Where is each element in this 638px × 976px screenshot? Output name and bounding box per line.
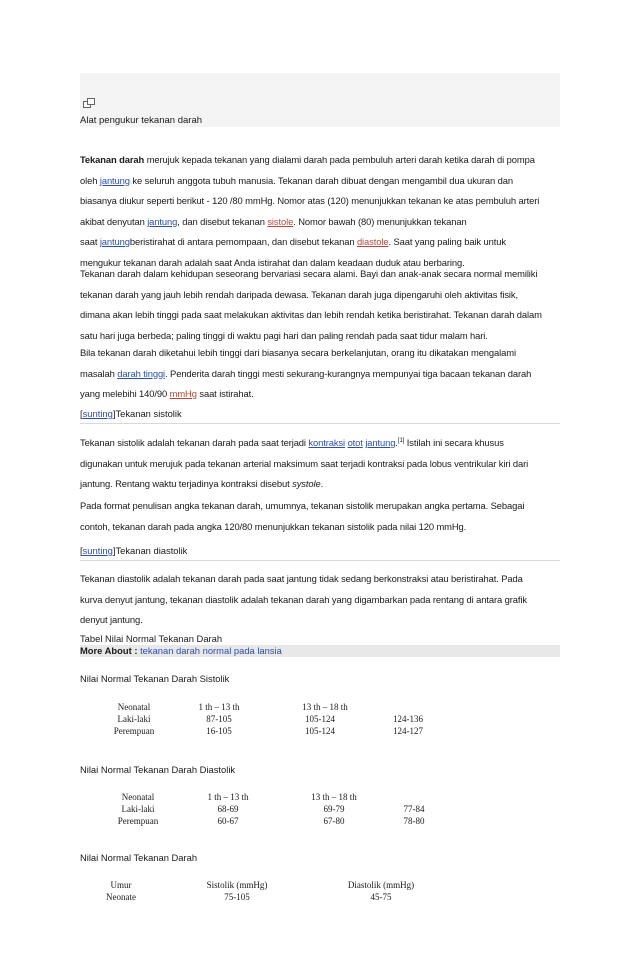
text: merujuk kepada tekanan yang dialami darah pada pembuluh arteri darah ketika darah di pompa xyxy=(144,154,535,165)
edit-link[interactable]: sunting xyxy=(82,408,113,419)
text: saat istirahat. xyxy=(196,388,254,399)
link-diastole[interactable]: diastole xyxy=(356,236,389,247)
italic-term: systole xyxy=(292,478,321,490)
table-diastolik-title: Nilai Normal Tekanan Darah Diastolik xyxy=(80,764,236,775)
section-title: Tekanan sistolik xyxy=(115,408,182,419)
more-about-bar xyxy=(80,645,560,657)
link-sistole[interactable]: sistole xyxy=(267,215,294,227)
table-cell: 13 th – 18 th xyxy=(311,792,357,802)
text: satu hari juga berbeda; paling tinggi di waktu pagi hari dan paling rendah pada saat tidur malam hari. xyxy=(80,329,488,341)
table-cell: 60-67 xyxy=(217,816,239,826)
table-cell: Diastolik (mmHg) xyxy=(347,880,415,890)
table-cell: 1 th – 13 th xyxy=(198,702,240,712)
text: akibat denyutan xyxy=(80,215,148,227)
text: dimana akan lebih tinggi pada saat melakukan aktivitas dan lebih rendah ketika beristirahat. Tekanan darah dalam xyxy=(80,309,542,320)
text: Tekanan darah dalam kehidupan seseorang bervariasi secara alami. Bayi dan anak-anak secara normal memiliki xyxy=(80,268,538,279)
table-cell: 75-105 xyxy=(224,892,250,902)
table-cell: Neonate xyxy=(106,892,136,902)
table-cell: Umur xyxy=(110,880,132,890)
table-cell: 77-84 xyxy=(403,804,425,814)
link-jantung[interactable]: jantung xyxy=(99,236,130,247)
term-bold: Tekanan darah xyxy=(80,154,145,165)
table-cell: Perempuan xyxy=(113,726,155,736)
section-heading-sistolik: [sunting]Tekanan sistolik xyxy=(80,408,182,419)
table-cell: 13 th – 18 th xyxy=(302,702,348,712)
text: . Saat yang paling baik untuk xyxy=(388,236,506,247)
paragraph-sistolik: Tekanan sistolik adalah tekanan darah pada saat terjadi kontraksi otot jantung.[1] Istilah ini secara khusus digunakan untuk merujuk pada tekanan arterial maksimum saat terjadi kontraksi pada lobus ventrikular kiri dari jantung. Rentang waktu terjadinya kontraksi disebut systole. xyxy=(80,431,560,495)
image-caption-box xyxy=(80,73,560,127)
table-normal-title: Nilai Normal Tekanan Darah xyxy=(80,852,198,863)
text: jantung. Rentang waktu terjadinya kontraksi disebut xyxy=(80,478,293,490)
table-cell: 78-80 xyxy=(403,816,425,826)
paragraph-intro xyxy=(80,150,560,273)
table-cell: 1 th – 13 th xyxy=(207,792,249,802)
text: masalah xyxy=(80,367,118,379)
paragraph-hypertension xyxy=(80,343,560,405)
text: Bila tekanan darah diketahui lebih tinggi dari biasanya secara berkelanjutan, orang itu dikatakan mengalami xyxy=(80,347,516,358)
paragraph-diastolik xyxy=(80,569,560,631)
text: , dan disebut tekanan xyxy=(177,215,268,227)
table-cell: 124-127 xyxy=(393,726,423,736)
table-cell: 68-69 xyxy=(217,804,239,814)
table-cell: 87-105 xyxy=(206,714,232,724)
link-mmhg[interactable]: mmHg xyxy=(169,388,197,399)
tabel-title: Tabel Nilai Normal Tekanan Darah xyxy=(80,633,223,644)
table-sistolik-title: Nilai Normal Tekanan Darah Sistolik xyxy=(80,673,230,684)
text: saat xyxy=(80,236,100,247)
table-cell: Neonatal xyxy=(117,702,151,712)
citation[interactable]: [1] xyxy=(397,438,405,444)
more-about-label: More About : xyxy=(80,645,138,656)
table-cell: 45-75 xyxy=(370,892,392,902)
text: . Nomor bawah (80) menunjukkan tekanan xyxy=(293,215,467,227)
image-caption: Alat pengukur tekanan darah xyxy=(80,115,203,126)
text: Tekanan sistolik adalah tekanan darah pada saat terjadi xyxy=(80,437,309,449)
text: Istilah ini secara khusus xyxy=(404,437,504,449)
divider xyxy=(80,423,560,424)
text: denyut jantung. xyxy=(80,614,143,625)
text: oleh xyxy=(80,174,100,186)
link-kontraksi[interactable]: kontraksi xyxy=(308,437,346,449)
paragraph-variation xyxy=(80,264,560,346)
table-cell: 124-136 xyxy=(393,714,423,724)
edit-link[interactable]: sunting xyxy=(82,545,113,556)
table-cell: 105-124 xyxy=(305,726,335,736)
text: tekanan darah yang jauh lebih rendah daripada dewasa. Tekanan darah juga dipengaruhi oleh aktivitas fisik, xyxy=(80,288,518,300)
table-cell: 69-79 xyxy=(323,804,345,814)
text: . Penderita darah tinggi mesti sekurang-kurangnya mempunyai tiga bacaan tekanan darah xyxy=(165,367,532,379)
text: Pada format penulisan angka tekanan darah, umumnya, tekanan sistolik merupakan angka pertama. Sebagai xyxy=(80,500,525,511)
link-jantung[interactable]: jantung xyxy=(147,215,178,227)
text: . xyxy=(320,478,324,490)
link-jantung[interactable]: jantung xyxy=(365,437,396,449)
enlarge-icon[interactable] xyxy=(83,98,95,108)
link-jantung[interactable]: jantung xyxy=(99,174,130,186)
paragraph-format xyxy=(80,496,560,537)
section-title: Tekanan diastolik xyxy=(115,545,188,556)
link-darah-tinggi[interactable]: darah tinggi xyxy=(117,367,166,379)
table-cell: 105-124 xyxy=(305,714,335,724)
more-about-link[interactable]: tekanan darah normal pada lansia xyxy=(140,645,282,656)
table-cell: 16-105 xyxy=(206,726,232,736)
text: beristirahat di antara pemompaan, dan disebut tekanan xyxy=(129,236,357,247)
table-cell: Perempuan xyxy=(117,816,159,826)
text: biasanya diukur seperti berikut - 120 /80 mmHg. Nomor atas (120) menunjukkan tekanan ke atas pembuluh arteri xyxy=(80,195,540,206)
text: digunakan untuk merujuk pada tekanan arterial maksimum saat terjadi kontraksi pada lobus ventrikular kiri dari xyxy=(80,457,529,469)
text: ke seluruh anggota tubuh manusia. Tekanan darah dibuat dengan mengambil dua ukuran dan xyxy=(129,174,513,186)
text: yang melebihi 140/90 xyxy=(80,388,170,399)
link-otot[interactable]: otot xyxy=(347,437,363,449)
text: contoh, tekanan darah pada angka 120/80 menunjukkan tekanan sistolik pada nilai 120 mmHg. xyxy=(80,520,467,532)
text: Tekanan diastolik adalah tekanan darah pada saat jantung tidak sedang berkonstraksi atau beristirahat. Pada xyxy=(80,573,523,584)
table-cell: 67-80 xyxy=(323,816,345,826)
section-heading-diastolik: [sunting]Tekanan diastolik xyxy=(80,545,188,556)
table-cell: Sistolik (mmHg) xyxy=(206,880,268,890)
text: mengukur tekanan darah adalah saat Anda istirahat dan dalam keadaan duduk atau berbaring. xyxy=(80,256,465,268)
divider xyxy=(80,560,560,561)
table-cell: Laki-laki xyxy=(121,804,155,814)
table-cell: Laki-laki xyxy=(117,714,151,724)
table-cell: Neonatal xyxy=(121,792,155,802)
text: kurva denyut jantung, tekanan diastolik adalah tekanan darah yang digambarkan pada rentang di antara grafik xyxy=(80,593,527,605)
